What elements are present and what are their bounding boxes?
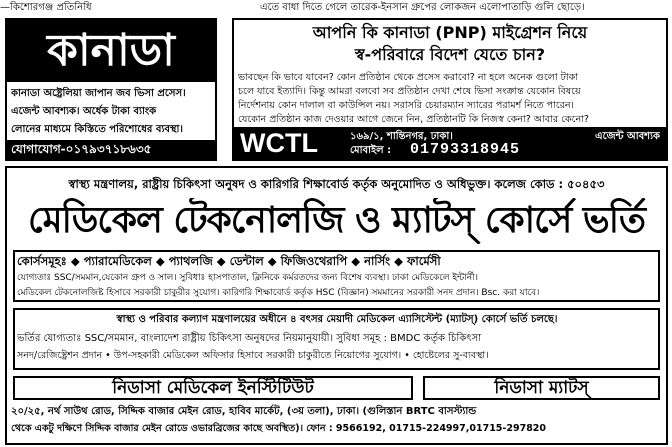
institute-names [13,376,660,400]
main-headline: মেডিকেল টেকনোলজি ও ম্যাটস্ কোর্সে ভর্তি [27,200,646,241]
mats-line-2: ভর্তির যোগ্যতাঃ SSC/সমমান, বাংলাদেশ রাষ্ট্রীয় চিকিৎসা অনুষদের নিয়মানুযায়ী। সুবিধা সমূহ : BMDC কর্তৃক চিকিৎসা [17,333,482,344]
pnp-headline-2: স্ব-পরিবারে বিদেশ যেতে চান? [354,45,546,64]
canada-contact: যোগাযোগ-০১৭৯৩৭১৮৬৩৫ [7,140,215,159]
news-fragment: এতে বাধা দিতে গেলে তারেক-ইনসান গ্রুপের লোকজন এলোপাতাড়ি গুলি ছোড়ে। [260,2,585,13]
canada-line-2: এজেন্ট আবশ্যক। অর্ধেক টাকা ব্যাংক [11,106,157,117]
course-nursing: নার্সিং [364,254,391,268]
institute-name: নিডাসা মেডিকেল ইনস্টিটিউট [13,376,413,400]
mobile-label: মোবাইল : [350,145,392,156]
address-line-1: ২০/২৫, নর্থ সাউথ রোড, সিদ্দিক বাজার মেইন রোড, হাবিব মার্কেট, (৩য় তলা), ঢাকা। (গুলিস্তান BRTC বাসস্ট্যান্ড [11,406,477,417]
wctl-brand: WCTL [240,128,318,158]
canada-line-3: লোনের মাধ্যমে কিস্তিতে পরিশোধের ব্যবস্থা। [11,124,184,135]
mats-name: নিডাসা ম্যাটস্ [423,376,660,400]
address-line-2: থেকে একটু দক্ষিণে সিদ্দিক বাজার মেইন রোডে ওভারব্রিজের কাছে অবস্থিত)। ফোন : 9566192, 01715-224997,01715-297820 [11,423,547,434]
pnp-body-2: চলে যাবে ইত্যাদি। কিন্তু আমরা বলবো সব প্রতিষ্ঠান দেখা শেষে ভিসা সংক্রান্ত যেকোন বিষয়ে [238,86,581,97]
course-dental: ডেন্টাল [229,254,264,268]
agent-required: এজেন্ট আবশ্যক [595,131,660,142]
courses-benefits: মেডিকেল টেকনোলজিষ্ট হিসাবে সরকারী চাকুরীর সুযোগ। কারিগরি শিক্ষাবোর্ড কর্তৃক HSC (বিজ্ঞান) সমমানের সরকারী সনদ প্রদান। Bsc. করা যাবে। [17,288,540,298]
pnp-body-4: যেকোন প্রতিষ্ঠান কাজ দেওয়ার আগে জেনে নিন, প্রতিষ্ঠানটি কি নিজস্ব কেনা? আবার কেনো? [238,114,589,125]
pnp-headline-1: আপনি কি কানাডা (PNP) মাইগ্রেশন নিয়ে [312,23,588,42]
canada-line-1: কানাডা অষ্ট্রেলিয়া জাপান জব ভিসা প্রসেস। [11,88,186,99]
pnp-body-1: ভাবছেন কি ভাবে যাবেন? কোন প্রতিষ্ঠান থেকে প্রসেস করাবো? না হলে অনেক গুলো টাকা [238,72,578,83]
courses-eligibility: যোগ্যতাঃ SSC/সমমান,যেকোন গ্রুপ ও সাল। সুবিধাঃ হাসপাতাল, ক্লিনিকে কর্মরতদের জন্য বিশেষ ব্যবস্থা। ঢাকা মেডিকেলে ইন্টার্নী। [17,273,478,283]
mobile-number: 01793318945 [410,142,521,158]
canada-ad [5,18,217,161]
courses-label: কোর্সসমূহঃ [17,254,67,268]
courses-list: কোর্সসমূহঃ ◆ প্যারামেডিকেল ◆ প্যাথলজি ◆ ডেন্টাল ◆ ফিজিওথেরাপি ◆ নার্সিং ◆ ফার্মেসী [17,254,441,268]
canada-title: কানাডা [7,20,215,82]
pnp-footer [234,127,666,159]
institute-ad [5,166,668,445]
mats-line-1: স্বাস্থ্য ও পরিবার কল্যাণ মন্ত্রণালয়ের অধীনে ৪ বৎসর মেয়াদী মেডিকেল এ্যাসিস্টেন্ট (ম্যাটস্) কোর্সে ভর্তি চলছে। [116,314,558,325]
courses-box [13,250,660,302]
course-paramedical: প্যারামেডিকেল [83,254,152,268]
mats-line-3: সনদ/রেজিষ্ট্রেশন প্রদান • উপ-সহকারী মেডিকেল অফিসার হিসাবে সরকারী চাকুরীতে নিয়োগের সুযোগ। • হোষ্টেলের সু-ব্যবস্থা। [17,350,489,361]
course-pharmacy: ফার্মেসী [407,254,441,268]
pnp-ad [232,18,668,161]
wctl-address: ১৬৯/১, শান্তিনগর, ঢাকা। [350,131,453,142]
course-pathology: প্যাথলজি [168,254,213,268]
pnp-body-3: নির্দেশনায় কোন দালাল বা কাউন্সিল নয়। সরাসরি চেয়ারম্যান স্যারের পরামর্শ নিতে পারেন। [238,100,574,111]
approval-line: স্বাস্থ্য মন্ত্রণালয়, রাষ্ট্রীয় চিকিৎসা অনুষদ ও কারিগরি শিক্ষাবোর্ড কর্তৃক অনুমোদিত ও অধিভুক্ত। কলেজ কোড : ৫০৪৫৩ [68,177,605,191]
course-physiotherapy: ফিজিওথেরাপি [280,254,348,268]
reporter-credit: —কিশোরগঞ্জ প্রতিনিধি [0,2,92,13]
mats-box [13,308,660,370]
